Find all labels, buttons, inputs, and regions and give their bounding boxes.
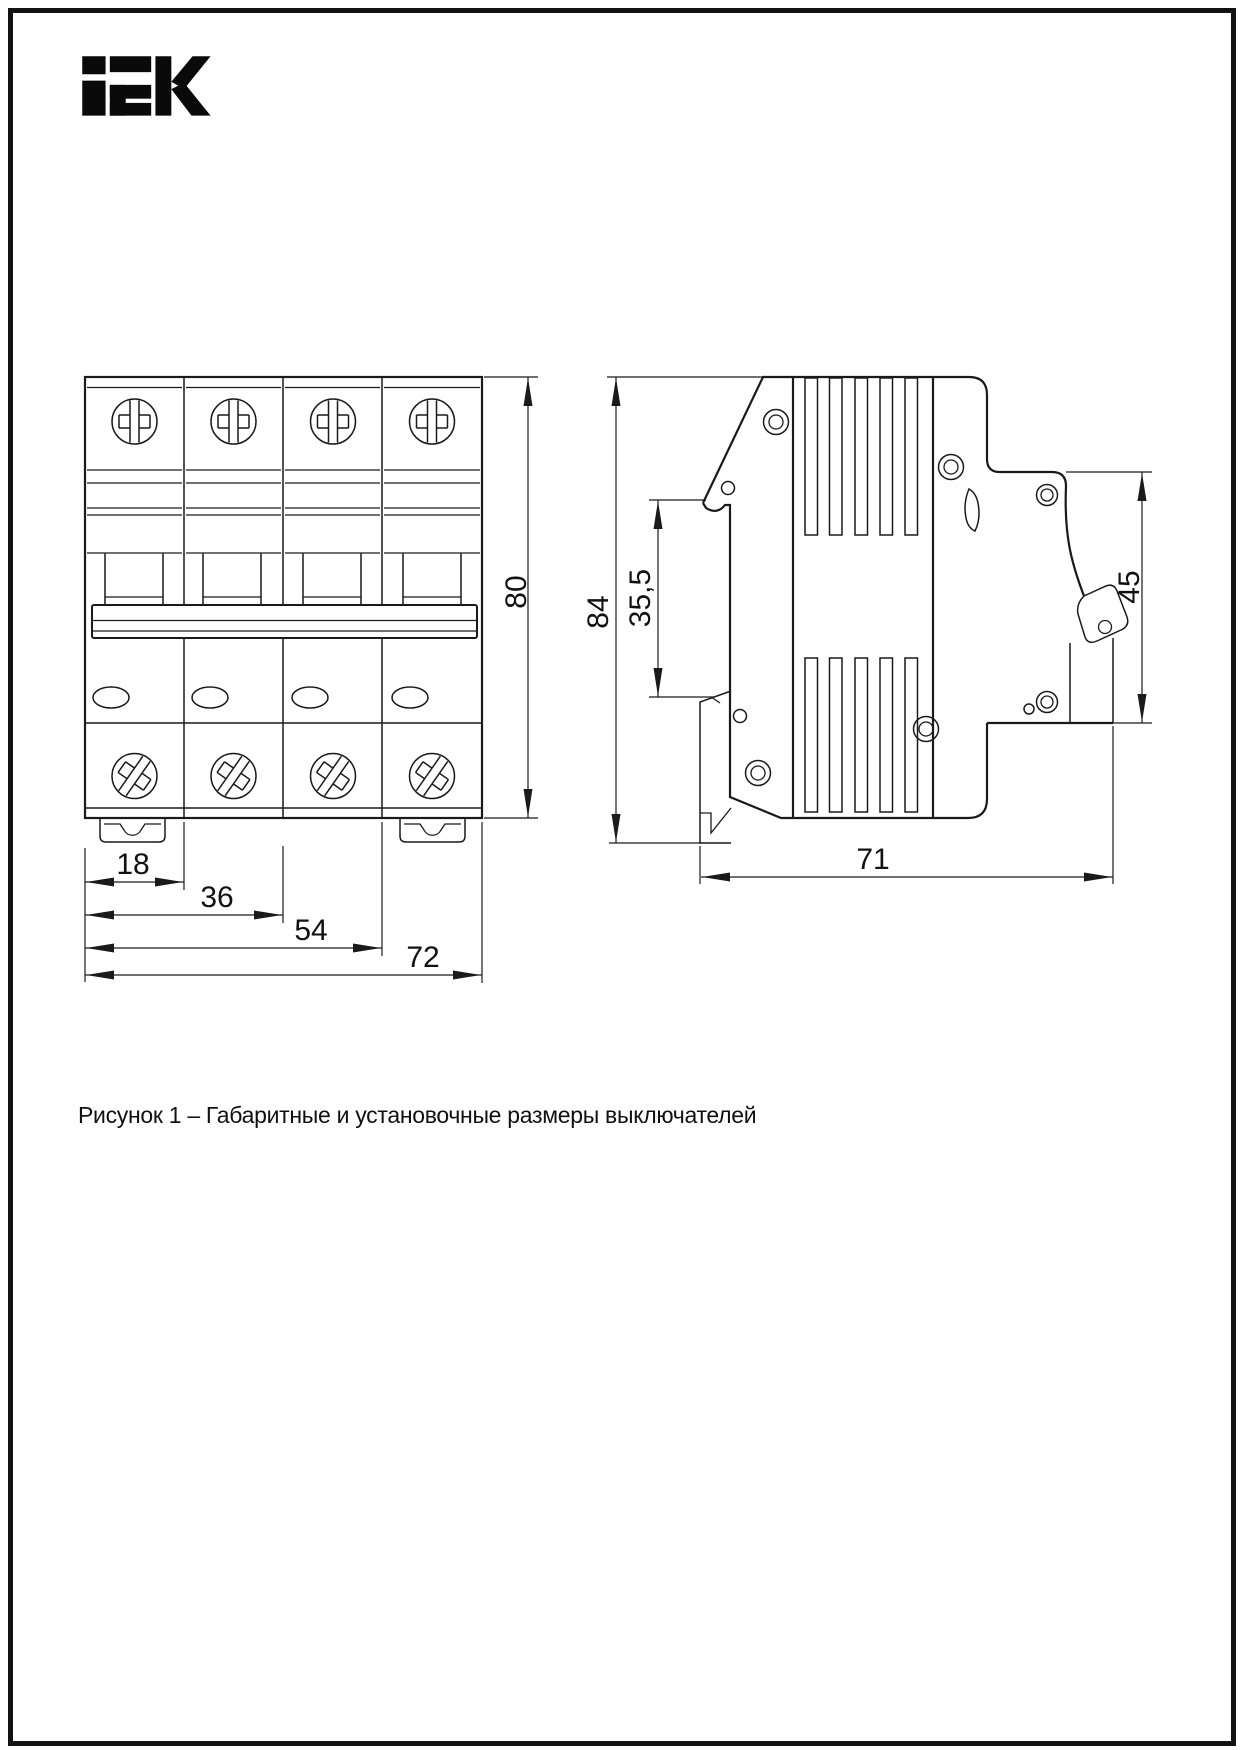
dimension-widths bbox=[85, 822, 482, 983]
dimension-height-84 bbox=[582, 377, 765, 843]
dim-label-35-5: 35,5 bbox=[624, 568, 657, 628]
breaker-side-body bbox=[703, 377, 1084, 818]
dim-label-45: 45 bbox=[1113, 570, 1146, 604]
din-clip-left bbox=[100, 818, 165, 842]
toggle-tie-bar bbox=[92, 605, 477, 638]
din-clip-right bbox=[400, 818, 465, 842]
dim-label-72: 72 bbox=[406, 941, 440, 974]
figure-caption: Рисунок 1 – Габаритные и установочные размеры выключателей bbox=[78, 1102, 757, 1128]
dim-label-80: 80 bbox=[500, 575, 533, 609]
din-clip-side bbox=[700, 691, 731, 843]
terminal-screw-top-3 bbox=[311, 399, 356, 444]
dim-label-54: 54 bbox=[294, 914, 328, 947]
dim-label-36: 36 bbox=[200, 881, 234, 914]
dimension-rail-35-5 bbox=[624, 500, 714, 697]
terminal-screw-bottom-4 bbox=[407, 750, 456, 802]
housing-contours bbox=[793, 377, 933, 818]
front-view bbox=[85, 377, 538, 983]
dim-label-71: 71 bbox=[856, 843, 890, 876]
terminal-screw-top-1 bbox=[112, 399, 157, 444]
comma-slot bbox=[965, 489, 979, 531]
terminal-screw-bottom-1 bbox=[110, 750, 159, 802]
terminal-screw-top-2 bbox=[211, 399, 256, 444]
indicator-windows bbox=[93, 687, 428, 708]
dimension-height-80 bbox=[484, 377, 538, 818]
dim-label-84: 84 bbox=[582, 595, 615, 629]
terminal-screw-top-4 bbox=[410, 399, 455, 444]
terminal-screw-bottom-3 bbox=[308, 750, 357, 802]
rivets bbox=[722, 410, 1058, 786]
vent-slots bbox=[805, 378, 918, 812]
terminal-screw-bottom-2 bbox=[209, 750, 258, 802]
dimension-depth-71 bbox=[700, 726, 1113, 884]
side-view bbox=[582, 377, 1152, 884]
dim-label-18: 18 bbox=[116, 848, 150, 881]
